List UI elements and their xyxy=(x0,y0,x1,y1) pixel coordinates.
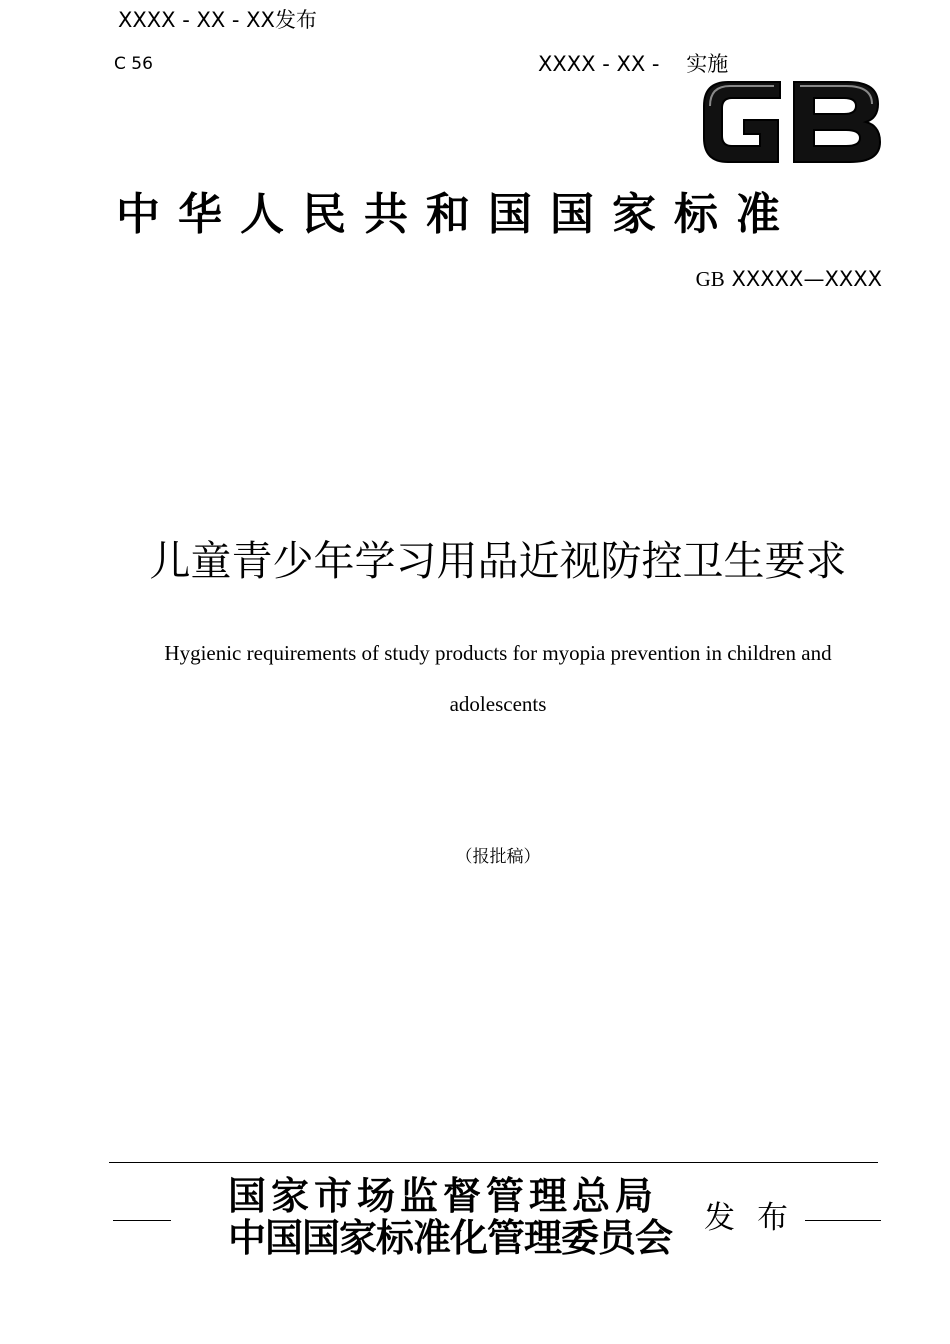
standard-code: XXXXX—XXXX xyxy=(731,267,882,291)
draft-label: （报批稿） xyxy=(455,847,541,867)
implementation-date: XXXX - XX - 实施 xyxy=(538,52,729,76)
standard-number xyxy=(696,267,882,292)
ics-code: C 56 xyxy=(114,54,153,74)
footer-left-rule xyxy=(113,1220,171,1221)
issuer-sac: 中国国家标准化管理委员会 xyxy=(228,1215,673,1260)
issuer-samr: 国家市场监督管理总局 xyxy=(228,1173,659,1218)
national-standard-title: 中华人民共和国国家标准 xyxy=(116,189,798,240)
standard-prefix: GB xyxy=(695,267,725,291)
publish-label: 发布 xyxy=(704,1200,810,1236)
release-date: XXXX - XX - XX发布 xyxy=(118,8,317,32)
gb-logo xyxy=(698,74,884,170)
document-title-en: Hygienic requirements of study products for myopia prevention in children and adolescents xyxy=(164,641,832,716)
document-title-cn: 儿童青少年学习用品近视防控卫生要求 xyxy=(149,537,847,585)
footer-right-rule xyxy=(805,1220,881,1221)
footer-divider xyxy=(109,1162,878,1163)
